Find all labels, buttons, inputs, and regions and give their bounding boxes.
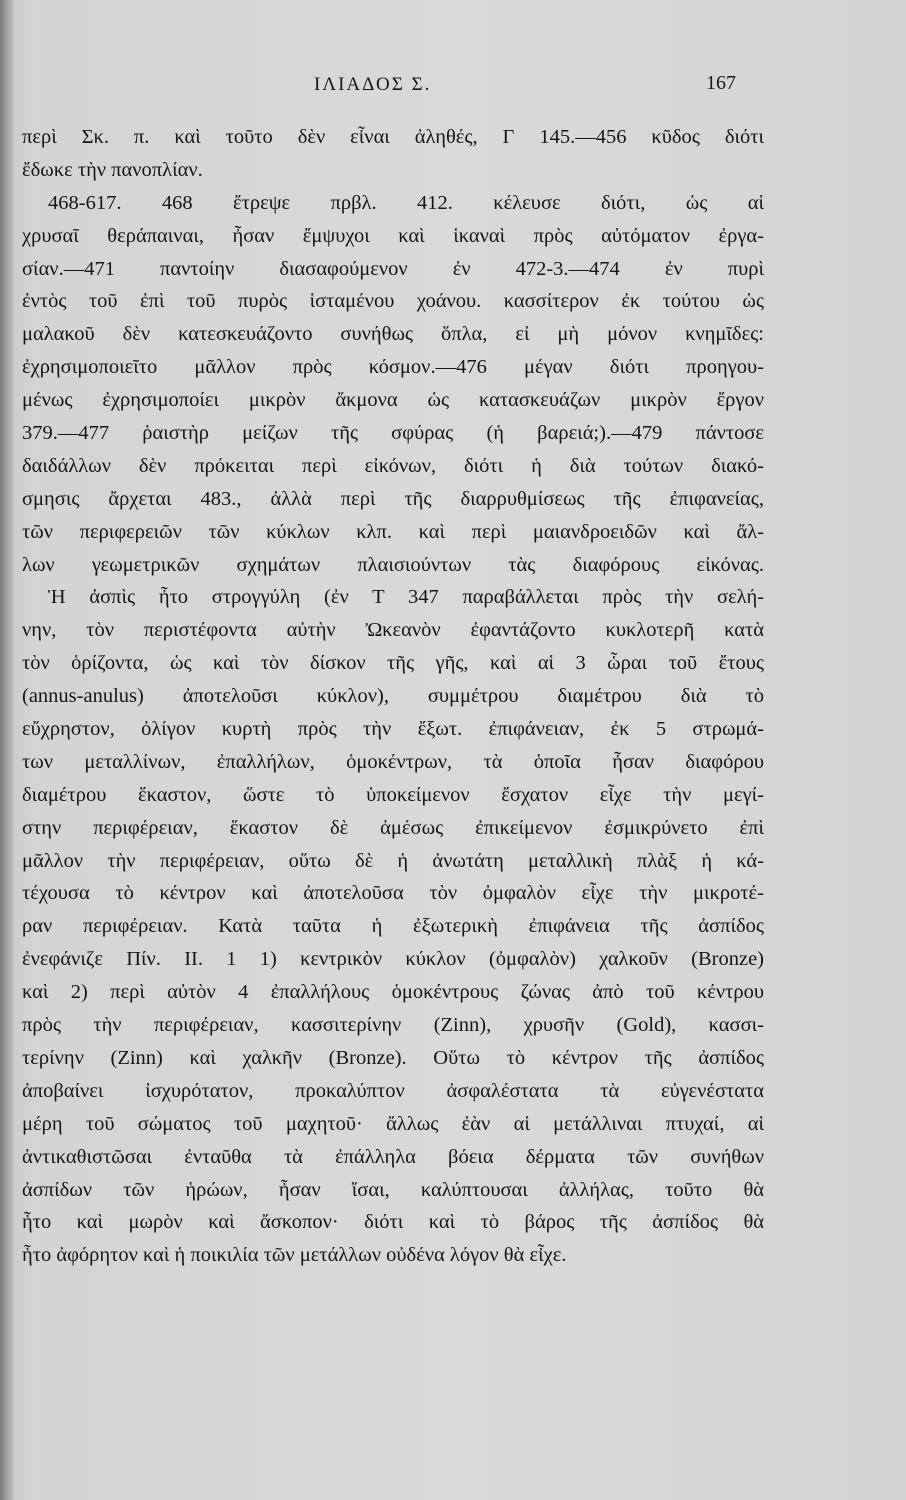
page-header — [0, 74, 906, 104]
text-line: περὶ Σκ. π. καὶ τοῦτο δὲν εἶναι ἀληθές, Γ 145.—456 κῦδος διότι — [22, 126, 764, 148]
text-line: διαμέτρου ἕκαστον, ὥστε τὸ ὑποκείμενον ἔσχατον εἶχε τὴν μεγί- — [22, 783, 764, 806]
body-text — [22, 121, 764, 1272]
text-line: νην, τὸν περιστέφοντα αὐτὴν Ὠκεανὸν ἐφαντάζοντο κυκλοτερῆ κατὰ — [22, 619, 764, 642]
text-line: σίαν.—471 παντοίην διασαφούμενον ἐν 472-3.—474 ἐν πυρὶ — [22, 257, 764, 280]
text-line: τὸν ὁρίζοντα, ὡς καὶ τὸν δίσκον τῆς γῆς, καὶ αἱ 3 ὧραι τοῦ ἔτους — [22, 652, 764, 675]
text-line: των μεταλλίνων, ἐπαλλήλων, ὁμοκέντρων, τὰ ὁποῖα ἦσαν διαφόρου — [22, 750, 764, 773]
text-line: στην περιφέρειαν, ἕκαστον δὲ ἀμέσως ἐπικείμενον ἐσμικρύνετο ἐπὶ — [22, 816, 764, 839]
text-line: ἐνεφάνιζε Πίν. ΙΙ. 1 1) κεντρικὸν κύκλον (ὀμφαλὸν) χαλκοῦν (Bronze) — [22, 948, 764, 971]
text-line: Ἡ ἀσπὶς ἦτο στρογγύλη (ἐν Τ 347 παραβάλλεται πρὸς τὴν σελή- — [48, 586, 764, 609]
text-line: μένως ἐχρησιμοποίει μικρὸν ἄκμονα ὡς κατασκευάζων μικρὸν ἔργον — [22, 389, 764, 412]
text-line: λων γεωμετρικῶν σχημάτων πλαισιούντων τὰς διαφόρους εἰκόνας. — [22, 553, 764, 576]
text-line: 379.—477 ῥαιστὴρ μείζων τῆς σφύρας (ἡ βαρειά;).—479 πάντοσε — [22, 422, 764, 445]
text-line: μέρη τοῦ σώματος τοῦ μαχητοῦ· ἄλλως ἐὰν αἱ μετάλλιναι πτυχαί, αἱ — [22, 1112, 764, 1135]
text-line: τερίνην (Zinn) καὶ χαλκῆν (Bronze). Οὕτω τὸ κέντρον τῆς ἀσπίδος — [22, 1046, 764, 1069]
text-line: δαιδάλλων δὲν πρόκειται περὶ εἰκόνων, διότι ἡ διὰ τούτων διακό- — [22, 454, 764, 477]
text-line: ἐχρησιμοποιεῖτο μᾶλλον πρὸς κόσμον.—476 μέγαν διότι προηγου- — [22, 356, 764, 379]
text-line: 468-617. 468 ἔτρεψε πρβλ. 412. κέλευσε διότι, ὡς αἱ — [48, 191, 764, 214]
text-line: (annus-anulus) ἀποτελοῦσι κύκλον), συμμέτρου διαμέτρου διὰ τὸ — [22, 685, 764, 708]
text-line: ἀσπίδων τῶν ἡρώων, ἦσαν ἴσαι, καλύπτουσαι ἀλλήλας, τοῦτο θὰ — [22, 1178, 764, 1201]
running-head: ΙΛΙΑΔΟΣ Σ. — [314, 74, 432, 95]
text-line: χρυσαῖ θεράπαιναι, ἦσαν ἔμψυχοι καὶ ἱκαναὶ πρὸς αὐτόματον ἐργα- — [22, 224, 764, 247]
text-line: ἐντὸς τοῦ ἐπὶ τοῦ πυρὸς ἱσταμένου χοάνου. κασσίτερον ἐκ τούτου ὡς — [22, 290, 764, 313]
text-line: ραν περιφέρειαν. Κατὰ ταῦτα ἡ ἐξωτερικὴ ἐπιφάνεια τῆς ἀσπίδος — [22, 915, 764, 938]
text-line: ἦτο καὶ μωρὸν καὶ ἄσκοπον· διότι καὶ τὸ βάρος τῆς ἀσπίδος θὰ — [22, 1211, 764, 1234]
text-line: εὔχρηστον, ὀλίγον κυρτὴ πρὸς τὴν ἔξωτ. ἐπιφάνειαν, ἐκ 5 στρωμά- — [22, 718, 764, 741]
text-line: καὶ 2) περὶ αὐτὸν 4 ἐπαλλήλους ὁμοκέντρους ζώνας ἀπὸ τοῦ κέντρου — [22, 981, 764, 1004]
text-line: ἦτο ἀφόρητον καὶ ἡ ποικιλία τῶν μετάλλων οὐδένα λόγον θὰ εἶχε. — [22, 1244, 567, 1267]
text-line: τῶν περιφερειῶν τῶν κύκλων κλπ. καὶ περὶ μαιανδροειδῶν καὶ ἄλ- — [22, 520, 764, 543]
text-line: ἀποβαίνει ἰσχυρότατον, προκαλύπτον ἀσφαλέστατα τὰ εὐγενέστατα — [22, 1079, 764, 1102]
text-line: ἔδωκε τὴν πανοπλίαν. — [22, 158, 203, 181]
text-line: πρὸς τὴν περιφέρειαν, κασσιτερίνην (Zinn), χρυσῆν (Gold), κασσι- — [22, 1014, 764, 1037]
text-line: σμησις ἄρχεται 483., ἀλλὰ περὶ τῆς διαρρυθμίσεως τῆς ἐπιφανείας, — [22, 487, 764, 510]
text-line: ἀντικαθιστῶσαι ἐνταῦθα τὰ ἐπάλληλα βόεια δέρματα τῶν συνήθων — [22, 1145, 764, 1168]
text-line: τέχουσα τὸ κέντρον καὶ ἀποτελοῦσα τὸν ὀμφαλὸν εἶχε τὴν μικροτέ- — [22, 882, 764, 905]
binding-shadow — [0, 0, 14, 1500]
text-line: μαλακοῦ δὲν κατεσκευάζοντο συνήθως ὅπλα, εἰ μὴ μόνον κνημῖδες: — [22, 323, 764, 346]
page-number: 167 — [706, 72, 736, 94]
text-line: μᾶλλον τὴν περιφέρειαν, οὕτω δὲ ἡ ἀνωτάτη μεταλλικὴ πλὰξ ἡ κά- — [22, 849, 764, 872]
